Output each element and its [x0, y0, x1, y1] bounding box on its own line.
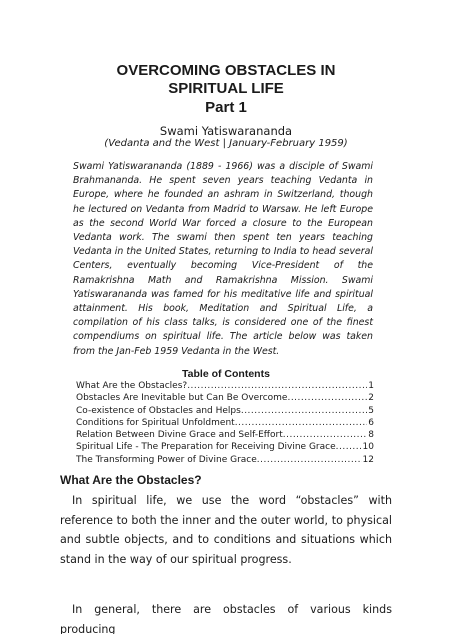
toc-leader-dots [241, 405, 367, 417]
toc-entry-label: Obstacles Are Inevitable but Can Be Overcome [76, 393, 288, 404]
toc-title: Table of Contents [182, 368, 270, 380]
intro-paragraph: Swami Yatiswarananda (1889 - 1966) was a disciple of Swami Brahmananda. He spent seven years teaching Vedanta in Europe, where he founded an ashram in Switzerland, though he lectured on Vedanta from Madrid to Warsaw. He left Europe as the second World War forced a closure to the European Vedanta work. The swami then spent ten years teaching Vedanta in the United States, returning to India to head several Centers, eventually becoming Vice-President of the Ramakrishna Math and Ramakrishna Mission. Swami Yatiswarananda was famed for his meditative life and spiritual attainment. His book, Meditation and Spiritual Life, a compilation of his class talks, is considered one of the finest compendiums on spiritual life. The article below was taken from the Jan-Feb 1959 Vedanta in the West. [73, 161, 373, 357]
toc-entry-page: 10 [362, 442, 374, 453]
table-of-contents [76, 380, 374, 466]
toc-leader-dots [187, 380, 367, 392]
toc-entry-label: Spiritual Life - The Preparation for Receiving Divine Grace [76, 442, 336, 453]
toc-entry-page: 8 [368, 430, 374, 441]
section-heading: What Are the Obstacles? [60, 473, 202, 487]
title-line-1: OVERCOMING OBSTACLES IN [116, 62, 336, 79]
toc-entry-label: Relation Between Divine Grace and Self-Effort [76, 430, 283, 441]
toc-leader-dots [336, 441, 362, 453]
title-line-2: SPIRITUAL LIFE [168, 80, 284, 97]
author-name: Swami Yatiswarananda [159, 124, 293, 138]
toc-leader-dots [235, 417, 368, 429]
source-citation: (Vedanta and the West | January-February 1959) [104, 138, 348, 149]
toc-entry-page: 5 [368, 405, 374, 416]
toc-leader-dots [287, 392, 367, 404]
title-line-3: Part 1 [205, 99, 247, 116]
toc-entry-label: Co-existence of Obstacles and Helps [76, 405, 241, 416]
toc-entry[interactable] [76, 417, 374, 429]
toc-entry-label: What Are the Obstacles? [76, 381, 188, 391]
toc-entry-label: The Transforming Power of Divine Grace [76, 454, 257, 465]
toc-entry-page: 1 [368, 381, 374, 391]
toc-leader-dots [257, 454, 362, 466]
toc-entry-label: Conditions for Spiritual Unfoldment [76, 417, 235, 428]
toc-entry[interactable] [76, 429, 374, 441]
body-paragraph: In spiritual life, we use the word “obstacles” with reference to both the inner and the outer world, to physical and subtle objects, and to conditions and situations which stand in the way of our spiritual progress. [60, 494, 392, 566]
toc-entry[interactable] [76, 441, 374, 453]
toc-entry-page: 2 [368, 393, 374, 404]
toc-entry[interactable] [76, 392, 374, 404]
toc-leader-dots [283, 429, 368, 441]
toc-entry[interactable] [76, 454, 374, 466]
toc-entry-page: 12 [362, 454, 374, 465]
body-paragraph: In general, there are obstacles of various kinds producing [60, 603, 392, 634]
toc-entry[interactable] [76, 405, 374, 417]
toc-entry-page: 6 [368, 417, 374, 428]
toc-entry[interactable] [76, 380, 374, 392]
